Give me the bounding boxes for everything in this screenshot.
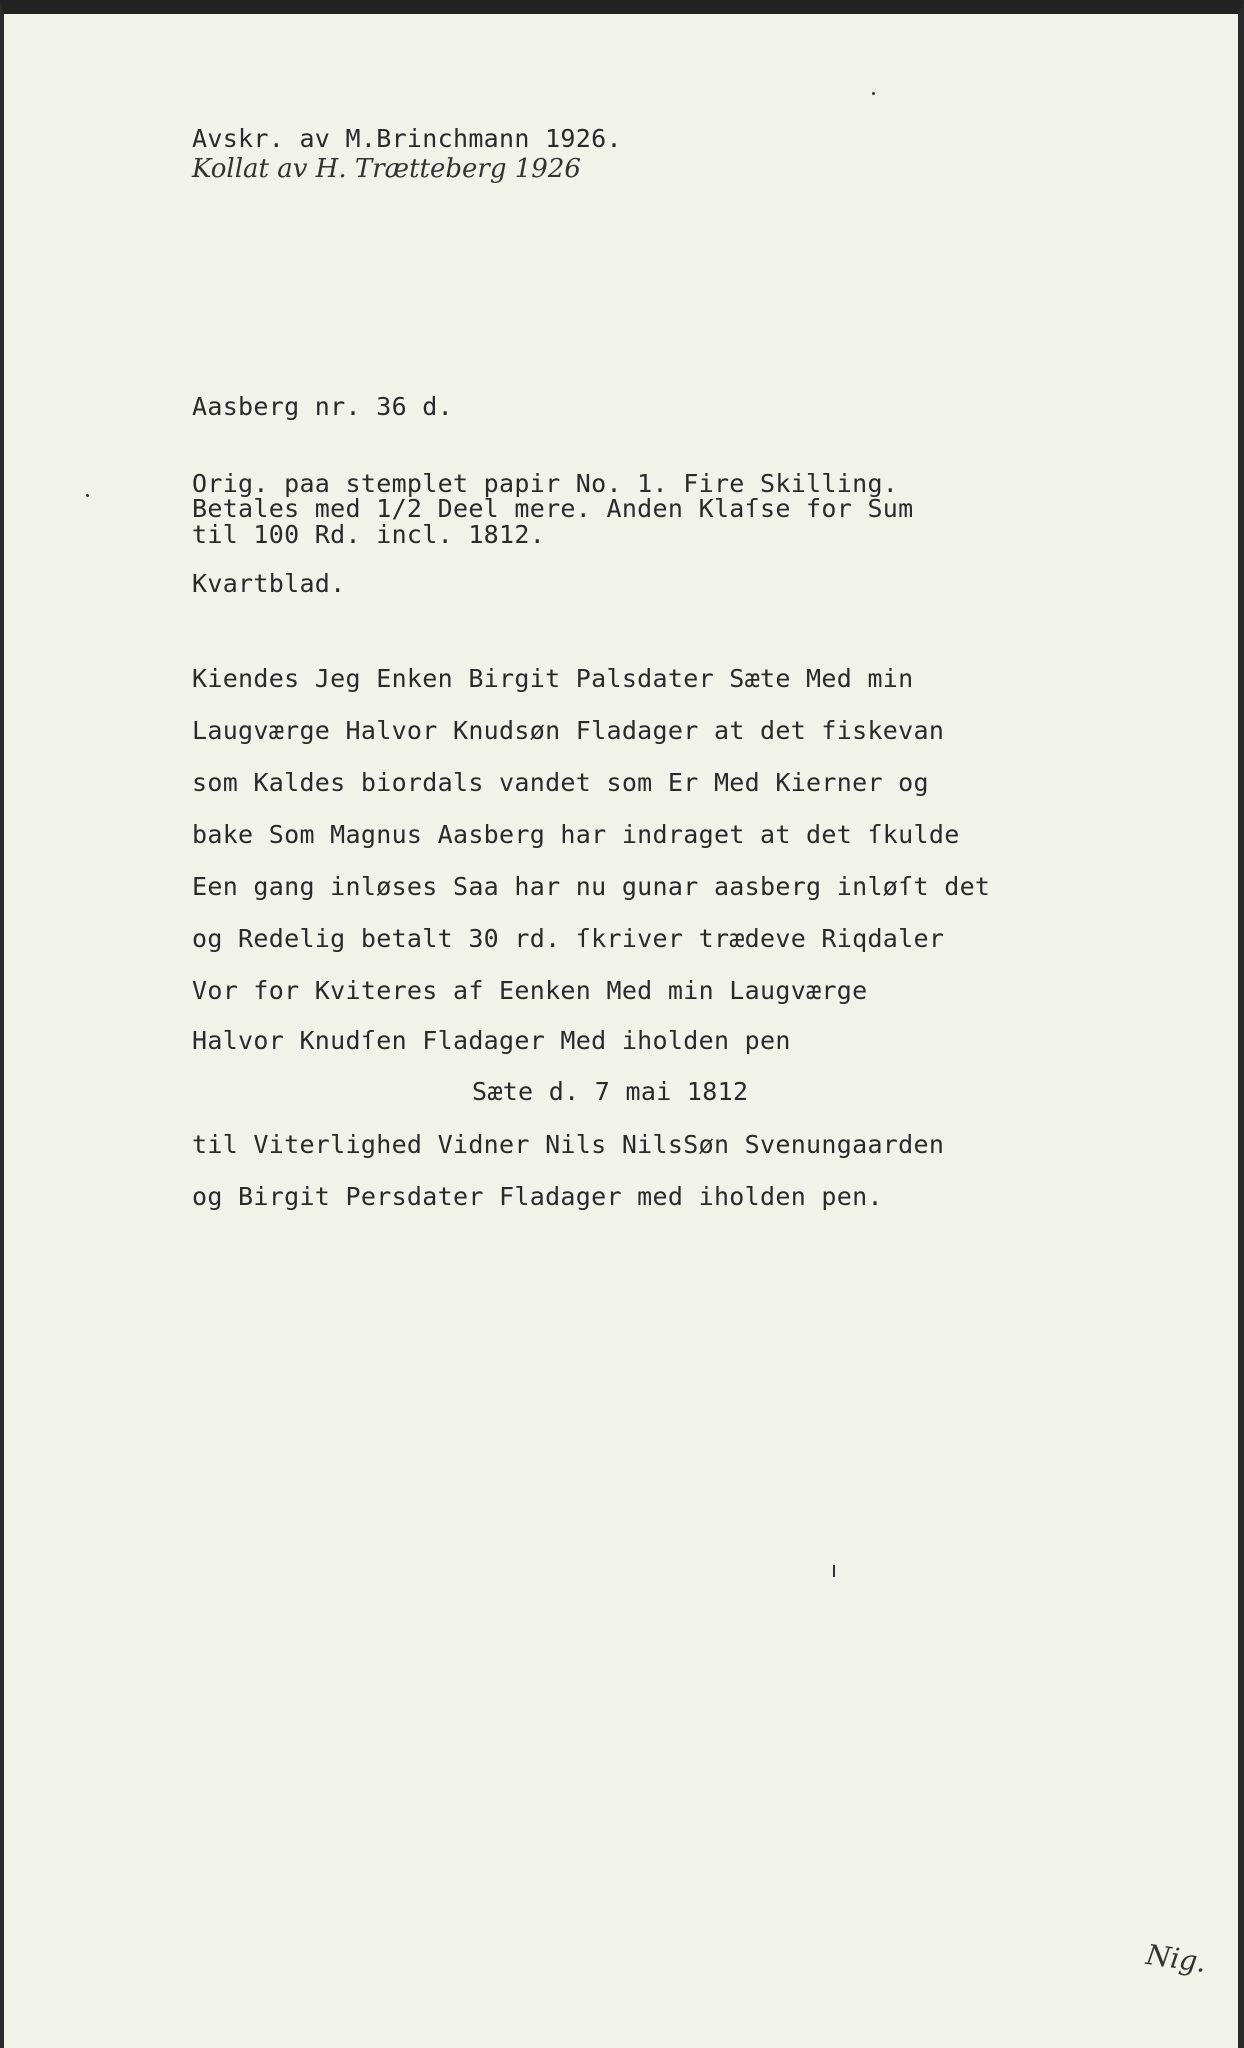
body-line: Halvor Knudſen Fladager Med iholden pen xyxy=(192,1026,791,1055)
transcriber-note: Avskr. av M.Brinchmann 1926. xyxy=(192,124,622,153)
paper-format: Kvartblad. xyxy=(192,569,346,598)
body-line: som Kaldes biordals vandet som Er Med Kierner og xyxy=(192,768,929,797)
ink-speck xyxy=(86,494,89,497)
initials-signature: Nig. xyxy=(1143,1937,1209,1980)
body-line: bake Som Magnus Aasberg har indraget at det ſkulde xyxy=(192,820,960,849)
body-line: og Birgit Persdater Fladager med iholden pen. xyxy=(192,1182,883,1211)
collation-note-handwritten: Kollat av H. Trætteberg 1926 xyxy=(192,154,581,184)
document-reference: Aasberg nr. 36 d. xyxy=(192,392,453,421)
ink-stroke xyxy=(833,1565,835,1577)
body-line: til Viterlighed Vidner Nils NilsSøn Svenungaarden xyxy=(192,1130,945,1159)
original-note-line: til 100 Rd. incl. 1812. xyxy=(192,520,546,549)
body-line: Laugværge Halvor Knudsøn Fladager at det fiskevan xyxy=(192,716,945,745)
body-line: Kiendes Jeg Enken Birgit Palsdater Sæte Med min xyxy=(192,664,914,693)
body-line: Een gang inløses Saa har nu gunar aasberg inløſt det xyxy=(192,872,991,901)
ink-speck xyxy=(872,92,875,95)
body-line: Vor for Kviteres af Eenken Med min Laugværge xyxy=(192,976,868,1005)
original-note-line: Betales med 1/2 Deel mere. Anden Klaſse for Sum xyxy=(192,494,914,523)
date-line: Sæte d. 7 mai 1812 xyxy=(472,1077,749,1106)
body-line: og Redelig betalt 30 rd. ſkriver trædeve Riqdaler xyxy=(192,924,945,953)
original-note-line: Orig. paa stemplet papir No. 1. Fire Skilling. xyxy=(192,469,899,498)
